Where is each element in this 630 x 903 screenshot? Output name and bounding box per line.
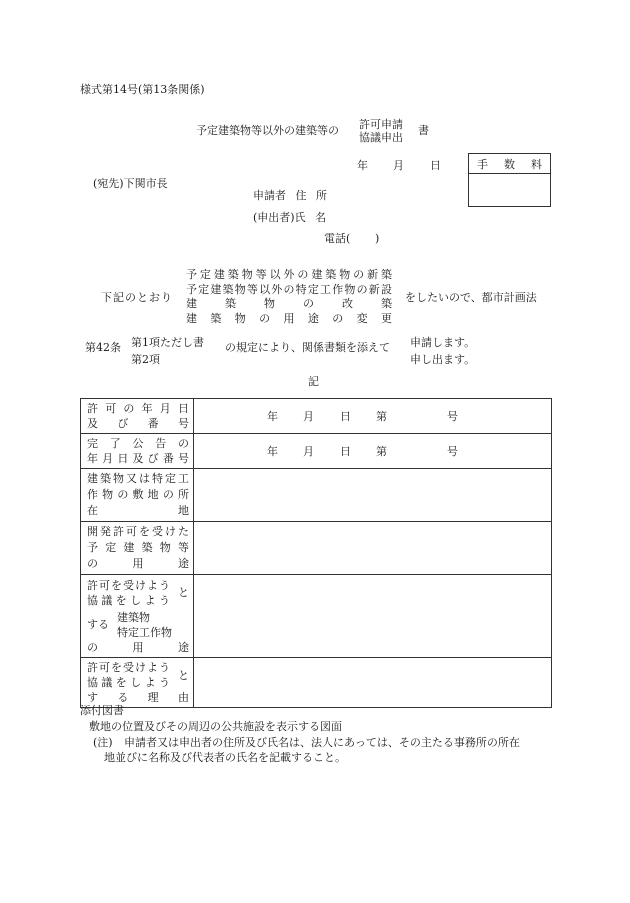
completion-date-fields bbox=[194, 435, 551, 467]
permit-dai-label: 第 bbox=[376, 409, 387, 423]
label-intended-line2: 協議をしよう bbox=[87, 593, 170, 607]
title-option-permit: 許可申請 bbox=[359, 118, 403, 131]
value-reason[interactable] bbox=[194, 658, 552, 708]
fee-char-1: 手 bbox=[477, 157, 488, 171]
body-option-4: 建 築 物 の 用 途 の 変 更 bbox=[186, 311, 392, 325]
date-day-label: 日 bbox=[430, 159, 441, 172]
label-planned-line2: 予定建築物等 bbox=[87, 541, 189, 554]
label-intended-structure: 特定工作物 bbox=[117, 625, 172, 639]
note-text-line1: 申請者又は申出者の住所及び氏名は、法人にあっては、その主たる事務所の所在 bbox=[124, 736, 520, 749]
title-option-consult: 協議申出 bbox=[359, 131, 403, 144]
body-middle: の規定により、関係書類を添えて bbox=[225, 341, 390, 354]
value-completion[interactable] bbox=[194, 434, 552, 469]
label-reason bbox=[81, 658, 194, 708]
label-intended-line1: 許可を受けよう bbox=[87, 578, 170, 592]
label-site-location bbox=[81, 469, 194, 522]
date-year-label: 年 bbox=[357, 159, 368, 172]
label-reason-l3a: す bbox=[87, 691, 98, 704]
body-clauses bbox=[131, 334, 204, 368]
label-planned-line3-a: の bbox=[87, 557, 98, 570]
completion-year-label: 年 bbox=[267, 445, 278, 458]
permit-go-label: 号 bbox=[447, 409, 458, 423]
label-reason-l3b: る bbox=[117, 691, 129, 704]
label-intended-suru: する bbox=[87, 618, 109, 631]
applicant-address-label: 申請者 住 所 bbox=[253, 189, 327, 202]
label-permit-date-line2: 及び番号 bbox=[87, 417, 189, 430]
body-option-2: 予定建築物等以外の特定工作物の新設 bbox=[186, 282, 392, 296]
label-reason-line1: 許可を受けよう bbox=[87, 661, 170, 674]
label-intended-l4a: の bbox=[87, 640, 98, 654]
label-reason-to: と bbox=[178, 668, 189, 682]
label-intended-top bbox=[87, 578, 189, 608]
fee-header bbox=[469, 154, 550, 174]
title-options bbox=[359, 118, 403, 144]
fee-stamp-area[interactable] bbox=[469, 174, 550, 206]
label-site-line3-b: 地 bbox=[178, 504, 189, 517]
label-site-line3-a: 在 bbox=[87, 504, 98, 517]
phone-label: 電話( bbox=[324, 232, 351, 245]
label-planned-line3-b: 用 bbox=[132, 557, 144, 570]
completion-go-label: 号 bbox=[447, 445, 458, 458]
label-intended-to: と bbox=[178, 586, 189, 599]
label-intended-use bbox=[81, 575, 194, 658]
note-text-line2: 地並びに名称及び代表者の氏名を記載すること。 bbox=[104, 751, 346, 764]
value-intended-use[interactable] bbox=[194, 575, 552, 658]
label-site-line2: 作物の敷地の所 bbox=[87, 488, 189, 501]
label-intended-bottom bbox=[87, 640, 189, 655]
label-completion bbox=[81, 434, 194, 469]
label-planned-line1: 開発許可を受けた bbox=[87, 525, 189, 538]
label-reason-top bbox=[87, 660, 189, 690]
label-reason-line2: 協議をしよう bbox=[87, 676, 170, 689]
label-intended-mid bbox=[87, 610, 189, 640]
table-row-planned-use bbox=[81, 522, 552, 575]
label-site-line3 bbox=[87, 503, 189, 519]
table-row-intended-use bbox=[81, 575, 552, 658]
value-site-location[interactable] bbox=[194, 469, 552, 522]
ki-heading: 記 bbox=[308, 375, 319, 388]
attachments-heading: 添付図書 bbox=[80, 704, 124, 717]
completion-month-label: 月 bbox=[303, 445, 314, 458]
label-planned-use bbox=[81, 522, 194, 575]
body-end-consult: 申し出ます。 bbox=[410, 353, 476, 366]
note-label: (注) bbox=[93, 736, 113, 749]
details-table bbox=[80, 398, 552, 708]
label-planned-line3-c: 途 bbox=[178, 557, 189, 570]
label-intended-building: 建築物 bbox=[117, 610, 150, 624]
label-reason-options bbox=[87, 660, 170, 690]
fee-char-2: 数 bbox=[504, 157, 515, 171]
body-clause-1: 第1項ただし書 bbox=[131, 336, 204, 349]
value-planned-use[interactable] bbox=[194, 522, 552, 575]
label-completion-line1: 完了公告の bbox=[87, 437, 189, 450]
label-site-line1: 建築物又は特定工 bbox=[87, 472, 189, 485]
body-option-3: 建 築 物 の 改 築 bbox=[186, 297, 392, 310]
body-lead: 下記のとおり bbox=[101, 291, 173, 304]
permit-date-fields bbox=[194, 401, 551, 432]
body-clause-2: 第2項 bbox=[131, 353, 160, 366]
date-month-label: 月 bbox=[393, 159, 404, 172]
title-prefix: 予定建築物等以外の建築等の bbox=[196, 124, 339, 137]
body-options bbox=[186, 268, 392, 326]
label-permit-date-line1: 許可の年月日 bbox=[87, 402, 189, 415]
title-suffix: 書 bbox=[418, 124, 429, 137]
permit-month-label: 月 bbox=[303, 409, 314, 423]
body-option-1: 予定建築物等以外の建築物の新築 bbox=[186, 268, 392, 281]
body-tail: をしたいので、都市計画法 bbox=[405, 291, 537, 304]
label-reason-l3c: 理 bbox=[147, 691, 159, 704]
body-end bbox=[410, 334, 475, 368]
label-intended-objects bbox=[117, 610, 172, 640]
label-completion-line2: 年月日及び番号 bbox=[87, 452, 189, 465]
table-row-completion bbox=[81, 434, 552, 469]
addressee: (宛先)下関市長 bbox=[93, 177, 168, 190]
label-planned-line3 bbox=[87, 556, 189, 572]
permit-day-label: 日 bbox=[340, 409, 351, 423]
permit-year-label: 年 bbox=[267, 409, 278, 423]
body-article: 第42条 bbox=[85, 341, 121, 354]
applicant-name-label: (申出者)氏 名 bbox=[253, 211, 327, 224]
label-intended-l4b: 用 bbox=[132, 640, 144, 654]
table-row-permit-date bbox=[81, 399, 552, 434]
label-intended-options bbox=[87, 578, 170, 608]
label-reason-bottom bbox=[87, 690, 189, 705]
fee-char-3: 料 bbox=[531, 157, 542, 171]
table-row-site-location bbox=[81, 469, 552, 522]
value-permit-date[interactable] bbox=[194, 399, 552, 434]
attachments-item: 敷地の位置及びその周辺の公共施設を表示する図面 bbox=[89, 720, 342, 733]
label-permit-date bbox=[81, 399, 194, 434]
form-number: 様式第14号(第13条関係) bbox=[80, 83, 205, 96]
completion-day-label: 日 bbox=[340, 445, 351, 458]
label-intended-l4c: 途 bbox=[178, 640, 189, 654]
body-end-apply: 申請します。 bbox=[410, 336, 476, 349]
completion-dai-label: 第 bbox=[376, 445, 387, 458]
label-reason-l3d: 由 bbox=[177, 691, 189, 704]
phone-close: ) bbox=[375, 232, 380, 245]
table-row-reason bbox=[81, 658, 552, 708]
fee-box bbox=[468, 153, 551, 207]
